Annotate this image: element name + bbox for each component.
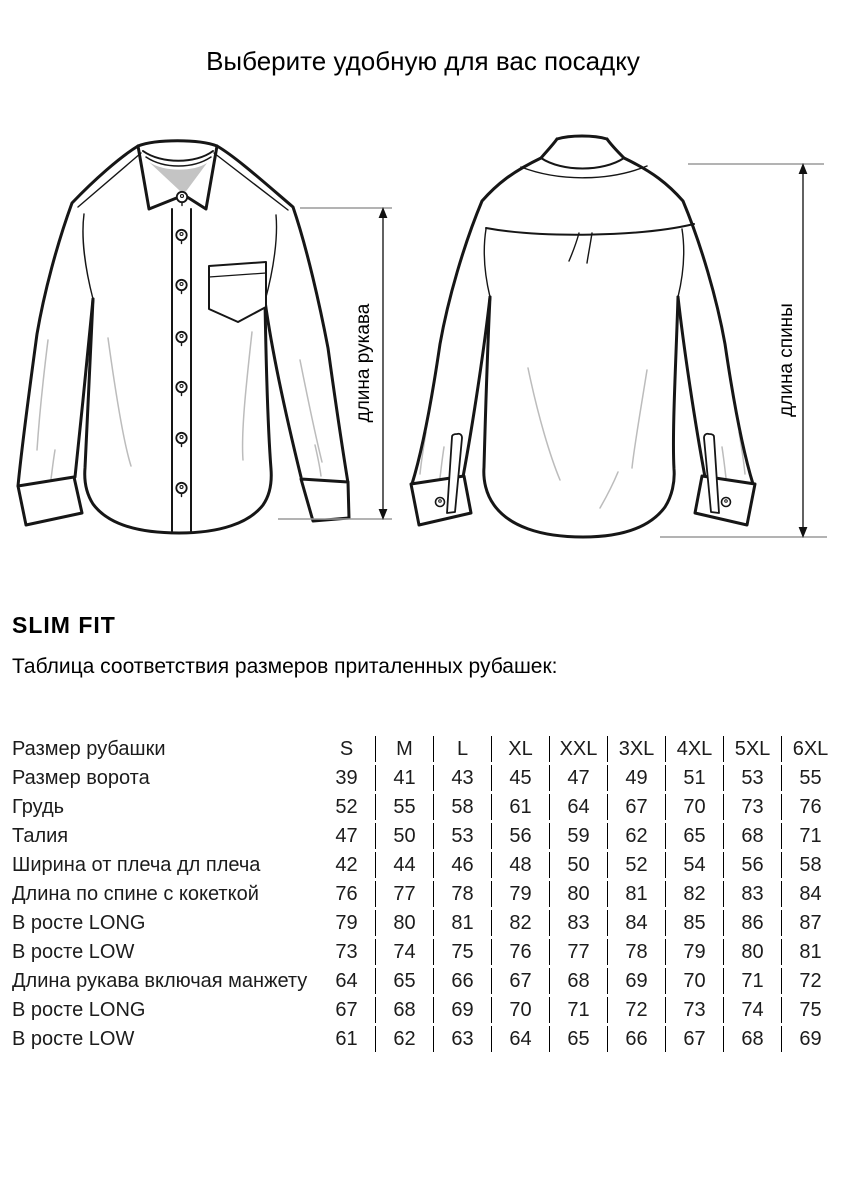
table-cell: 47: [549, 765, 607, 791]
table-cell: 47: [335, 825, 358, 847]
table-cell: 52: [335, 796, 358, 818]
table-cell: 59: [549, 823, 607, 849]
table-cell: 70: [665, 968, 723, 994]
table-cell: 78: [433, 881, 491, 907]
table-cell: 72: [781, 968, 839, 994]
table-cell: 64: [491, 1026, 549, 1052]
table-cell: 62: [375, 1026, 433, 1052]
table-cell: 69: [781, 1026, 839, 1052]
table-row: [12, 939, 839, 965]
table-cell: 68: [723, 1026, 781, 1052]
table-cell: 44: [375, 852, 433, 878]
size-header: 4XL: [665, 736, 723, 762]
table-cell: 64: [335, 970, 358, 992]
size-table: [12, 733, 839, 1055]
table-cell: 41: [375, 765, 433, 791]
size-header: XL: [491, 736, 549, 762]
table-cell: 82: [665, 881, 723, 907]
table-cell: 77: [375, 881, 433, 907]
table-cell: 76: [335, 883, 358, 905]
table-cell: 87: [781, 910, 839, 936]
table-cell: 65: [549, 1026, 607, 1052]
table-cell: 64: [549, 794, 607, 820]
table-cell: 70: [665, 794, 723, 820]
table-cell: 79: [335, 912, 358, 934]
table-cell: 58: [433, 794, 491, 820]
row-label: Ширина от плеча дл плеча: [12, 854, 261, 876]
table-cell: 70: [491, 997, 549, 1023]
table-cell: 75: [433, 939, 491, 965]
table-cell: 61: [335, 1028, 358, 1050]
table-cell: 52: [607, 852, 665, 878]
table-cell: 46: [433, 852, 491, 878]
table-cell: 55: [375, 794, 433, 820]
table-cell: 84: [781, 881, 839, 907]
table-cell: 84: [607, 910, 665, 936]
table-row: [12, 852, 839, 878]
table-cell: 67: [335, 999, 358, 1021]
row-label: В росте LOW: [12, 1028, 135, 1050]
table-cell: 71: [781, 823, 839, 849]
table-cell: 80: [549, 881, 607, 907]
table-cell: 50: [375, 823, 433, 849]
table-cell: 71: [723, 968, 781, 994]
size-header: 5XL: [723, 736, 781, 762]
table-row: [12, 765, 839, 791]
table-cell: 56: [491, 823, 549, 849]
table-cell: 73: [335, 941, 358, 963]
row-label: Грудь: [12, 796, 65, 818]
table-row: [12, 968, 839, 994]
page-title: Выберите удобную для вас посадку: [206, 46, 640, 76]
table-cell: 68: [549, 968, 607, 994]
back-length-label: длина спины: [776, 303, 797, 417]
table-cell: 85: [665, 910, 723, 936]
size-header: L: [433, 736, 491, 762]
table-cell: 42: [335, 854, 358, 876]
size-header: 3XL: [607, 736, 665, 762]
table-header-row: [12, 736, 839, 762]
table-caption: Таблица соответствия размеров приталенных рубашек:: [12, 655, 558, 678]
table-cell: 56: [723, 852, 781, 878]
table-cell: 53: [723, 765, 781, 791]
table-cell: 76: [491, 939, 549, 965]
table-cell: 50: [549, 852, 607, 878]
table-cell: 53: [433, 823, 491, 849]
row-label: Размер рубашки: [12, 738, 166, 760]
front-shirt-drawing: [18, 141, 349, 533]
table-cell: 76: [781, 794, 839, 820]
table-cell: 43: [433, 765, 491, 791]
front-buttons: [176, 192, 187, 497]
table-cell: 68: [375, 997, 433, 1023]
table-cell: 69: [607, 968, 665, 994]
row-label: В росте LOW: [12, 941, 135, 963]
table-cell: 61: [491, 794, 549, 820]
table-row: [12, 997, 839, 1023]
table-cell: 74: [723, 997, 781, 1023]
table-cell: 83: [723, 881, 781, 907]
table-cell: 77: [549, 939, 607, 965]
row-label: Длина по спине с кокеткой: [12, 883, 259, 905]
table-cell: 66: [607, 1026, 665, 1052]
table-cell: 65: [375, 968, 433, 994]
table-cell: 67: [607, 794, 665, 820]
table-cell: 63: [433, 1026, 491, 1052]
table-cell: 49: [607, 765, 665, 791]
table-cell: 73: [723, 794, 781, 820]
size-header: S: [339, 738, 354, 760]
table-cell: 45: [491, 765, 549, 791]
fit-heading: SLIM FIT: [12, 612, 116, 638]
table-cell: 39: [335, 767, 358, 789]
table-cell: 72: [607, 997, 665, 1023]
size-header: XXL: [549, 736, 607, 762]
table-row: [12, 794, 839, 820]
table-cell: 73: [665, 997, 723, 1023]
table-cell: 79: [665, 939, 723, 965]
back-shirt-drawing: [411, 136, 755, 537]
table-cell: 82: [491, 910, 549, 936]
table-cell: 78: [607, 939, 665, 965]
table-row: [12, 823, 839, 849]
table-cell: 81: [607, 881, 665, 907]
table-cell: 58: [781, 852, 839, 878]
table-cell: 62: [607, 823, 665, 849]
table-cell: 75: [781, 997, 839, 1023]
size-header: 6XL: [781, 736, 839, 762]
table-cell: 67: [665, 1026, 723, 1052]
row-label: В росте LONG: [12, 912, 146, 934]
table-row: [12, 910, 839, 936]
row-label: Размер ворота: [12, 767, 150, 789]
table-cell: 54: [665, 852, 723, 878]
table-cell: 83: [549, 910, 607, 936]
table-cell: 74: [375, 939, 433, 965]
cuff-buttons: [436, 498, 731, 507]
row-label: Талия: [12, 825, 69, 847]
size-header: M: [375, 736, 433, 762]
table-cell: 80: [723, 939, 781, 965]
table-cell: 71: [549, 997, 607, 1023]
table-row: [12, 881, 839, 907]
table-cell: 81: [781, 939, 839, 965]
table-cell: 66: [433, 968, 491, 994]
table-row: [12, 1026, 839, 1052]
row-label: В росте LONG: [12, 999, 146, 1021]
table-cell: 55: [781, 765, 839, 791]
row-label: Длина рукава включая манжету: [12, 970, 308, 992]
sleeve-length-label: длина рукава: [353, 303, 374, 423]
table-cell: 67: [491, 968, 549, 994]
table-cell: 51: [665, 765, 723, 791]
table-cell: 69: [433, 997, 491, 1023]
table-cell: 48: [491, 852, 549, 878]
table-cell: 79: [491, 881, 549, 907]
table-cell: 81: [433, 910, 491, 936]
table-cell: 65: [665, 823, 723, 849]
table-cell: 86: [723, 910, 781, 936]
table-cell: 80: [375, 910, 433, 936]
table-cell: 68: [723, 823, 781, 849]
